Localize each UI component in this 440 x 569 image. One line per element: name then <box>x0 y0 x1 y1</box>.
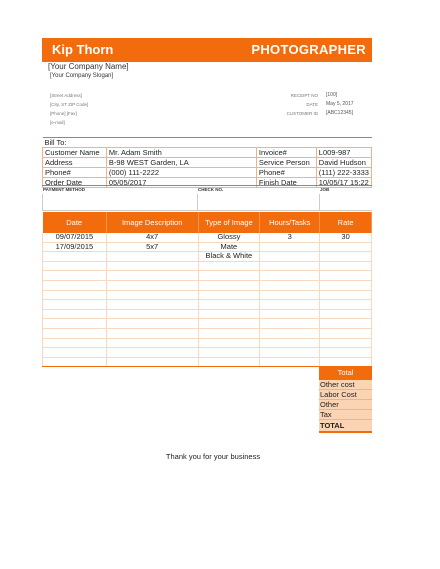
cell-date <box>43 348 107 358</box>
cell-rate <box>320 319 372 329</box>
date-label: DATE <box>306 102 318 107</box>
cell-date <box>43 252 107 262</box>
totals-header: Total <box>319 366 372 380</box>
table-row <box>43 309 372 319</box>
col-type-of-image: Type of Image <box>198 212 260 233</box>
cell-date <box>43 309 107 319</box>
cell-rate: 30 <box>320 233 372 242</box>
cell-rate <box>320 309 372 319</box>
bill-row <box>43 158 372 168</box>
divider <box>197 194 198 210</box>
cell-rate <box>320 271 372 281</box>
date-value: May 5, 2017 <box>326 101 354 107</box>
cell-hours-tasks <box>260 348 320 358</box>
cell-type-of-image <box>198 261 260 271</box>
finish-date-label: Finish Date <box>256 178 316 188</box>
divider <box>319 194 320 210</box>
table-row <box>43 348 372 358</box>
cell-image-description <box>106 252 198 262</box>
cell-type-of-image <box>198 328 260 338</box>
items-table <box>42 212 372 367</box>
customer-name-label: Customer Name <box>43 148 107 158</box>
cell-hours-tasks <box>260 328 320 338</box>
col-date: Date <box>43 212 107 233</box>
cell-date <box>43 357 107 367</box>
city-zip: [City, ST ZIP Code] <box>50 102 89 107</box>
cell-type-of-image <box>198 300 260 310</box>
customer-id-value: [ABC12345] <box>326 110 353 116</box>
cell-hours-tasks <box>260 309 320 319</box>
total-label: TOTAL <box>319 420 372 433</box>
cell-type-of-image <box>198 271 260 281</box>
invoice-label: Invoice# <box>256 148 316 158</box>
service-phone-value: (111) 222-3333 <box>316 168 371 178</box>
cell-date <box>43 338 107 348</box>
other-cost-label: Other cost <box>319 380 372 390</box>
cell-image-description <box>106 357 198 367</box>
header-bar <box>42 38 372 62</box>
cell-hours-tasks <box>260 261 320 271</box>
cell-image-description <box>106 280 198 290</box>
cell-hours-tasks <box>260 338 320 348</box>
col-rate: Rate <box>320 212 372 233</box>
cell-image-description <box>106 319 198 329</box>
cell-rate <box>320 300 372 310</box>
cell-hours-tasks: 3 <box>260 233 320 242</box>
labor-cost-label: Labor Cost <box>319 390 372 400</box>
cell-hours-tasks <box>260 280 320 290</box>
bill-row <box>43 148 372 158</box>
cell-type-of-image <box>198 319 260 329</box>
cell-type-of-image <box>198 357 260 367</box>
cell-rate <box>320 242 372 252</box>
table-row <box>43 328 372 338</box>
cell-date <box>43 319 107 329</box>
company-name: [Your Company Name] <box>48 62 129 71</box>
cell-hours-tasks <box>260 357 320 367</box>
cell-hours-tasks <box>260 252 320 262</box>
payment-values-row <box>42 194 372 211</box>
tax-label: Tax <box>319 410 372 420</box>
cell-rate <box>320 290 372 300</box>
cell-type-of-image <box>198 338 260 348</box>
bill-row <box>43 168 372 178</box>
cell-type-of-image <box>198 290 260 300</box>
phone-label: Phone# <box>43 168 107 178</box>
cell-type-of-image: Black & White <box>198 252 260 262</box>
cell-image-description <box>106 300 198 310</box>
col-hours-tasks: Hours/Tasks <box>260 212 320 233</box>
cell-rate <box>320 348 372 358</box>
cell-date: 17/09/2015 <box>43 242 107 252</box>
table-row <box>43 271 372 281</box>
service-person-value: David Hudson <box>316 158 371 168</box>
payment-method-label: PAYMENT METHOD <box>43 187 86 192</box>
order-date-value: 05/05/2017 <box>106 178 256 188</box>
cell-date <box>43 290 107 300</box>
cell-image-description <box>106 338 198 348</box>
cell-image-description <box>106 271 198 281</box>
cell-hours-tasks <box>260 319 320 329</box>
address-value: B-98 WEST Garden, LA <box>106 158 256 168</box>
divider <box>42 194 43 210</box>
table-row <box>43 252 372 262</box>
invoice-value: L009-987 <box>316 148 371 158</box>
document-title: PHOTOGRAPHER <box>251 42 366 57</box>
cell-rate <box>320 338 372 348</box>
thank-you-message: Thank you for your business <box>165 452 261 461</box>
photographer-name: Kip Thorn <box>52 42 114 57</box>
table-row <box>43 300 372 310</box>
cell-hours-tasks <box>260 271 320 281</box>
totals-box <box>319 366 372 433</box>
cell-type-of-image <box>198 309 260 319</box>
table-row <box>43 338 372 348</box>
check-no-label: CHECK NO. <box>198 187 224 192</box>
cell-image-description <box>106 328 198 338</box>
customer-name-value: Mr. Adam Smith <box>106 148 256 158</box>
finish-date-value: 10/05/17 15:22 <box>316 178 371 188</box>
service-person-label: Service Person <box>256 158 316 168</box>
cell-date <box>43 280 107 290</box>
cell-type-of-image <box>198 280 260 290</box>
other-label: Other <box>319 400 372 410</box>
cell-hours-tasks <box>260 242 320 252</box>
cell-date <box>43 300 107 310</box>
table-row <box>43 261 372 271</box>
table-row <box>43 233 372 242</box>
cell-rate <box>320 261 372 271</box>
cell-type-of-image: Glossy <box>198 233 260 242</box>
items-header-row <box>43 212 372 233</box>
col-image-description: Image Description <box>106 212 198 233</box>
phone-fax: [Phone] [Fax] <box>50 111 77 116</box>
cell-rate <box>320 252 372 262</box>
job-label: JOB <box>320 187 330 192</box>
phone-value: (000) 111-2222 <box>106 168 256 178</box>
cell-date <box>43 328 107 338</box>
table-row <box>43 319 372 329</box>
cell-rate <box>320 280 372 290</box>
email: [e-mail] <box>50 120 65 125</box>
customer-id-label: CUSTOMER ID <box>286 111 318 116</box>
cell-image-description <box>106 309 198 319</box>
address-label: Address <box>43 158 107 168</box>
cell-image-description <box>106 348 198 358</box>
cell-date <box>43 261 107 271</box>
cell-type-of-image: Mate <box>198 242 260 252</box>
receipt-no-label: RECEIPT NO <box>290 93 318 98</box>
table-row <box>43 280 372 290</box>
items-body <box>43 233 372 367</box>
table-row <box>43 290 372 300</box>
cell-date <box>43 271 107 281</box>
cell-hours-tasks <box>260 300 320 310</box>
cell-image-description: 4x7 <box>106 233 198 242</box>
service-phone-label: Phone# <box>256 168 316 178</box>
cell-hours-tasks <box>260 290 320 300</box>
cell-date: 09/07/2015 <box>43 233 107 242</box>
street-address: [Street Address] <box>50 93 83 98</box>
bill-to-label: Bill To: <box>43 138 372 148</box>
cell-image-description <box>106 261 198 271</box>
cell-image-description <box>106 290 198 300</box>
cell-rate <box>320 328 372 338</box>
bill-to-table <box>42 137 372 188</box>
cell-image-description: 5x7 <box>106 242 198 252</box>
cell-type-of-image <box>198 348 260 358</box>
company-slogan: [Your Company Slogan] <box>50 73 114 79</box>
receipt-no-value: [100] <box>326 92 338 98</box>
order-date-label: Order Date <box>43 178 107 188</box>
